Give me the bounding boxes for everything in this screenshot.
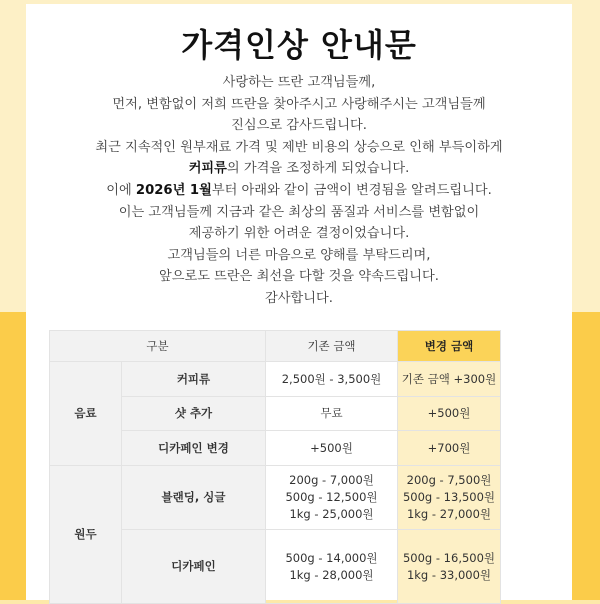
coffee-emphasis: 커피류	[188, 161, 227, 177]
price-line: 1kg - 33,000원	[406, 567, 492, 582]
body-line-3: 진심으로 감사드립니다.	[231, 118, 367, 134]
current-price	[266, 466, 398, 530]
group-beans: 원두	[50, 466, 122, 604]
current-price	[266, 530, 398, 604]
body-line-5	[26, 158, 572, 180]
price-line: 500g - 14,000원	[285, 550, 378, 565]
body-line-6	[26, 180, 572, 202]
body-line-6-rest: 부터 아래와 같이 금액이 변경됨을 알려드립니다.	[211, 182, 492, 198]
changed-price: +500원	[398, 397, 501, 431]
price-line: 500g - 12,500원	[285, 490, 378, 504]
price-line: 200g - 7,500원	[406, 473, 492, 487]
item-name: 샷 추가	[122, 397, 266, 431]
changed-price	[398, 466, 501, 530]
price-line: 1kg - 25,000원	[289, 507, 374, 521]
price-table	[49, 330, 501, 604]
header-current-price: 기존 금액	[266, 331, 398, 362]
current-price: 무료	[266, 397, 398, 431]
table-row	[50, 466, 501, 530]
body-line-11: 감사합니다.	[265, 290, 333, 306]
table-row	[50, 362, 501, 397]
body-line-7: 이는 고객님들께 지금과 같은 최상의 품질과 서비스를 변함없이	[118, 204, 480, 220]
item-name: 커피류	[122, 362, 266, 397]
body-line-6-pre: 이에	[106, 182, 136, 198]
date-emphasis: 2026년 1월	[135, 182, 212, 198]
body-line-8: 제공하기 위한 어려운 결정이었습니다.	[188, 226, 410, 242]
body-line-10: 앞으로도 뜨란은 최선을 다할 것을 약속드립니다.	[159, 269, 439, 285]
page-title: 가격인상 안내문	[181, 26, 417, 64]
body-line-2: 먼저, 변함없이 저희 뜨란을 찾아주시고 사랑해주시는 고객님들께	[112, 96, 486, 112]
price-line: 500g - 13,500원	[402, 490, 496, 504]
body-line-1: 사랑하는 뜨란 고객님들께,	[222, 75, 376, 90]
item-name: 디카페인 변경	[122, 431, 266, 466]
changed-price: 기존 금액 +300원	[398, 362, 501, 397]
changed-price: +700원	[398, 431, 501, 466]
changed-price	[398, 530, 501, 604]
price-line: 1kg - 28,000원	[289, 567, 374, 582]
header-changed-price: 변경 금액	[398, 331, 501, 362]
body-line-5-rest: 의 가격을 조정하게 되었습니다.	[226, 161, 410, 177]
group-drinks: 음료	[50, 362, 122, 466]
current-price: +500원	[266, 431, 398, 466]
price-line: 200g - 7,000원	[289, 473, 374, 487]
header-category: 구분	[50, 331, 266, 362]
current-price: 2,500원 - 3,500원	[266, 362, 398, 397]
item-name: 디카페인	[122, 530, 266, 604]
price-line: 500g - 16,500원	[402, 550, 496, 565]
body-line-4: 최근 지속적인 원부재료 가격 및 제반 비용의 상승으로 인해 부득이하게	[95, 139, 503, 155]
price-line: 1kg - 27,000원	[406, 507, 492, 521]
body-line-9: 고객님들의 너른 마음으로 양해를 부탁드리며,	[167, 247, 431, 263]
notice-body	[26, 72, 572, 310]
item-name: 블랜딩, 싱글	[122, 466, 266, 530]
